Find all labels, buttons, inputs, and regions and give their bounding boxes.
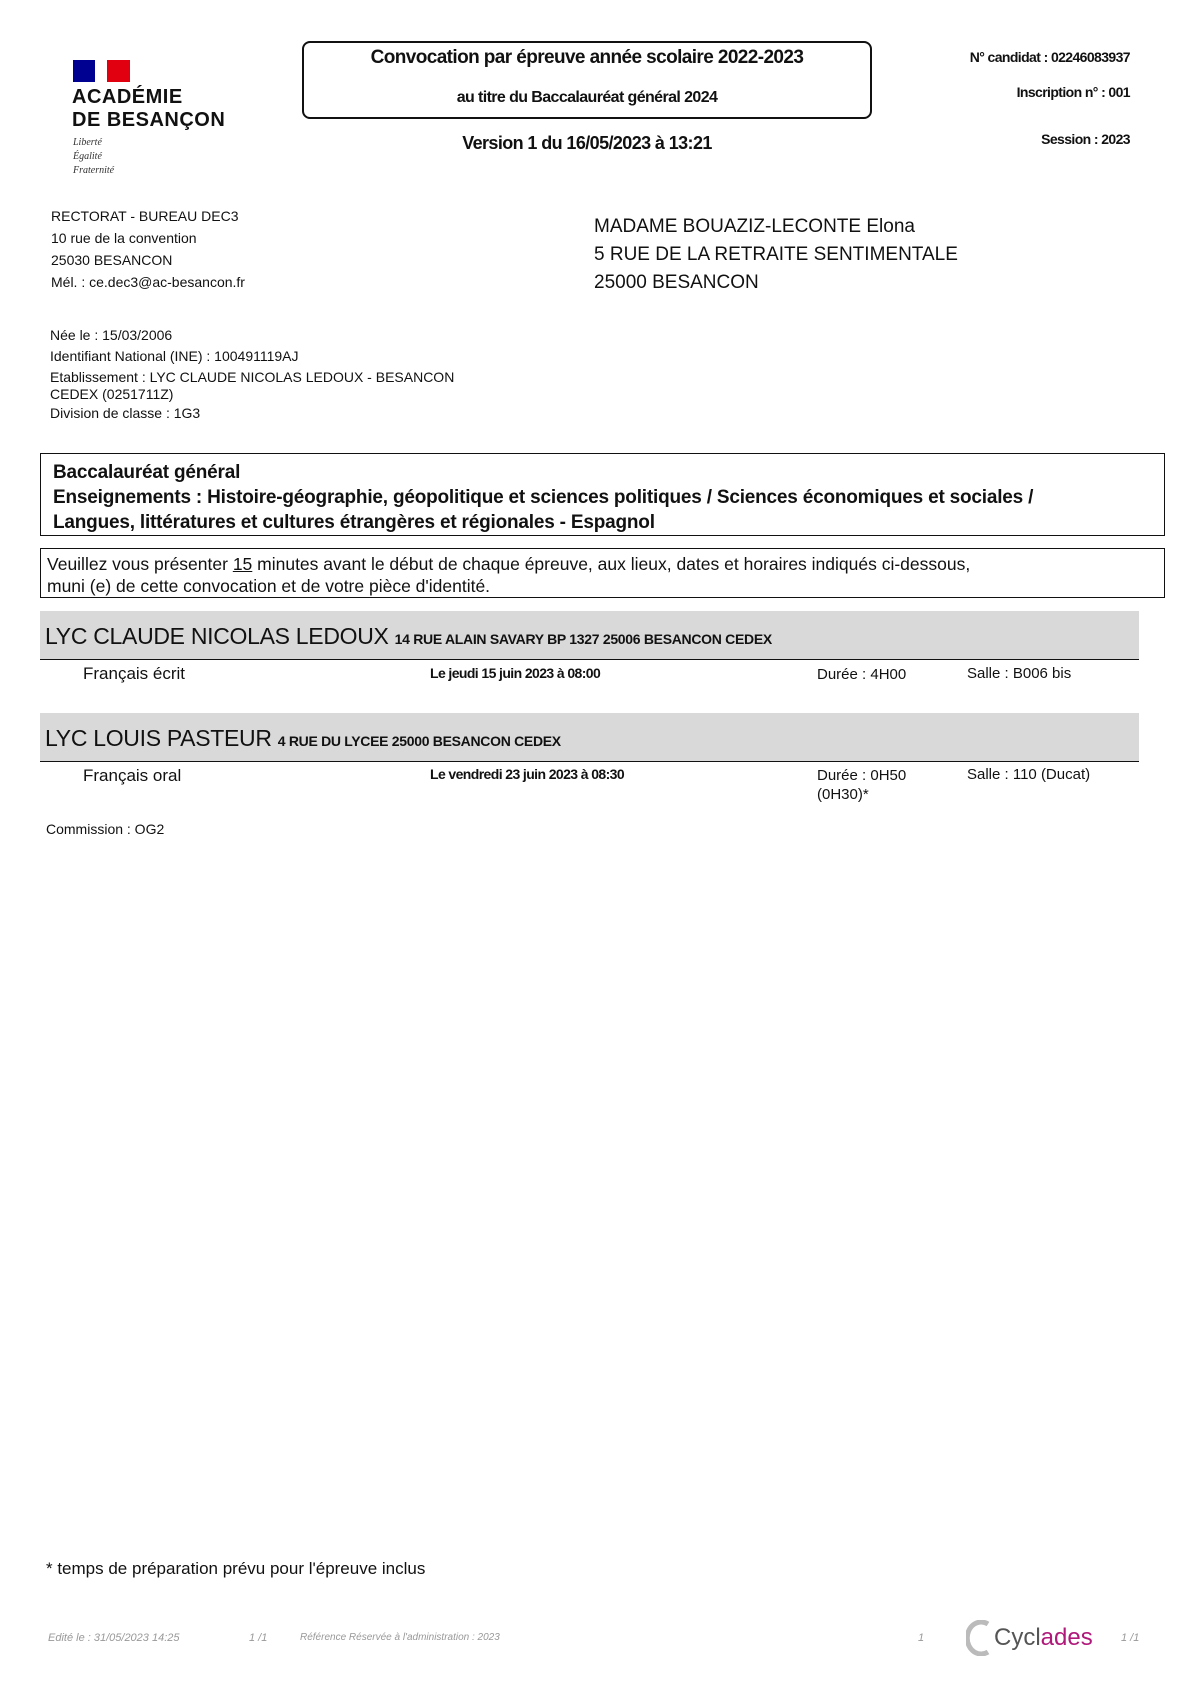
edited-date: Edité le : 31/05/2023 14:25	[48, 1632, 180, 1644]
exam-duration	[817, 766, 906, 804]
document-subtitle: au titre du Baccalauréat général 2024	[456, 89, 718, 106]
exam-date: Le jeudi 15 juin 2023 à 08:00	[430, 665, 601, 681]
class-division: Division de classe : 1G3	[50, 405, 201, 421]
sender-email: Mél. : ce.dec3@ac-besancon.fr	[51, 274, 245, 290]
commission: Commission : OG2	[46, 821, 165, 837]
instructions-text: minutes avant le début de chaque épreuve, aux lieux, dates et horaires indiqués ci-dessous,	[252, 554, 971, 574]
venue-name: LYC LOUIS PASTEUR	[45, 725, 272, 751]
motto-liberte: Liberté	[73, 137, 102, 148]
academy-line-2: DE BESANÇON	[72, 109, 226, 131]
recipient-street: 5 RUE DE LA RETRAITE SENTIMENTALE	[594, 244, 958, 265]
cyclades-c-icon	[966, 1620, 992, 1656]
motto-fraternite: Fraternité	[73, 165, 115, 176]
birth-date: Née le : 15/03/2006	[50, 327, 173, 343]
page-single: 1	[918, 1632, 925, 1644]
exam-date: Le vendredi 23 juin 2023 à 08:30	[430, 766, 625, 782]
footnote: * temps de préparation prévu pour l'épreuve inclus	[46, 1559, 426, 1578]
exam-room: Salle : B006 bis	[967, 665, 1072, 682]
establishment-cont: CEDEX (0251711Z)	[50, 386, 174, 402]
marianne-logo	[73, 60, 130, 82]
recipient-city: 25000 BESANCON	[594, 272, 759, 293]
exam-program-box	[40, 453, 1165, 536]
motto-egalite: Égalité	[73, 151, 102, 162]
page-count: 1 /1	[249, 1632, 268, 1644]
exam-name: Français oral	[83, 766, 182, 785]
sender-address	[51, 205, 245, 293]
ine-number: Identifiant National (INE) : 100491119AJ	[50, 348, 299, 364]
exam-room: Salle : 110 (Ducat)	[967, 766, 1091, 783]
sender-line: 25030 BESANCON	[51, 252, 173, 268]
inscription-number: Inscription n° : 001	[1016, 84, 1130, 100]
candidate-info	[50, 325, 454, 424]
exam-duration: Durée : 4H00	[817, 666, 907, 683]
recipient-name: MADAME BOUAZIZ-LECONTE Elona	[594, 216, 915, 237]
duration-prep: (0H30)*	[817, 786, 869, 803]
page-of: 1 /1	[1121, 1632, 1140, 1644]
candidate-number: N° candidat : 02246083937	[969, 49, 1130, 65]
cyclades-logo	[966, 1620, 1093, 1656]
bac-title: Baccalauréat général	[53, 462, 241, 483]
sender-line: RECTORAT - BUREAU DEC3	[51, 208, 239, 224]
duration-total: Durée : 0H50	[817, 767, 907, 784]
republic-motto	[73, 136, 114, 178]
session-year: Session : 2023	[1041, 131, 1130, 147]
bac-subjects-line-2: Langues, littératures et cultures étrangères et régionales - Espagnol	[53, 512, 655, 533]
academy-name	[72, 86, 225, 132]
brand-suffix: ades	[1040, 1624, 1093, 1651]
venue-name: LYC CLAUDE NICOLAS LEDOUX	[45, 623, 389, 649]
brand-prefix: Cycl	[994, 1624, 1041, 1651]
bac-subjects-line-1: Enseignements : Histoire-géographie, géopolitique et sciences politiques / Sciences économiques et sociales /	[53, 487, 1034, 508]
sender-line: 10 rue de la convention	[51, 230, 197, 246]
instructions-line-2: muni (e) de cette convocation et de votre pièce d'identité.	[47, 576, 491, 596]
venue-address: 4 RUE DU LYCEE 25000 BESANCON CEDEX	[277, 733, 561, 749]
recipient-address	[594, 213, 958, 297]
document-title: Convocation par épreuve année scolaire 2022-2023	[370, 47, 804, 68]
exam-name: Français écrit	[83, 664, 186, 683]
instructions-box	[40, 548, 1165, 598]
document-version: Version 1 du 16/05/2023 à 13:21	[462, 133, 712, 153]
admin-reference: Référence Réservée à l'administration : 2023	[300, 1632, 500, 1643]
minutes-value: 15	[232, 554, 253, 574]
cyclades-wordmark	[994, 1624, 1093, 1652]
venue-address: 14 RUE ALAIN SAVARY BP 1327 25006 BESANCON CEDEX	[394, 631, 772, 647]
instructions-line-1	[47, 553, 1158, 575]
instructions-text: Veuillez vous présenter	[47, 554, 233, 574]
academy-line-1: ACADÉMIE	[72, 86, 183, 108]
venue-header	[40, 611, 1139, 660]
venue-header	[40, 713, 1139, 762]
establishment: Etablissement : LYC CLAUDE NICOLAS LEDOUX - BESANCON	[50, 369, 455, 385]
